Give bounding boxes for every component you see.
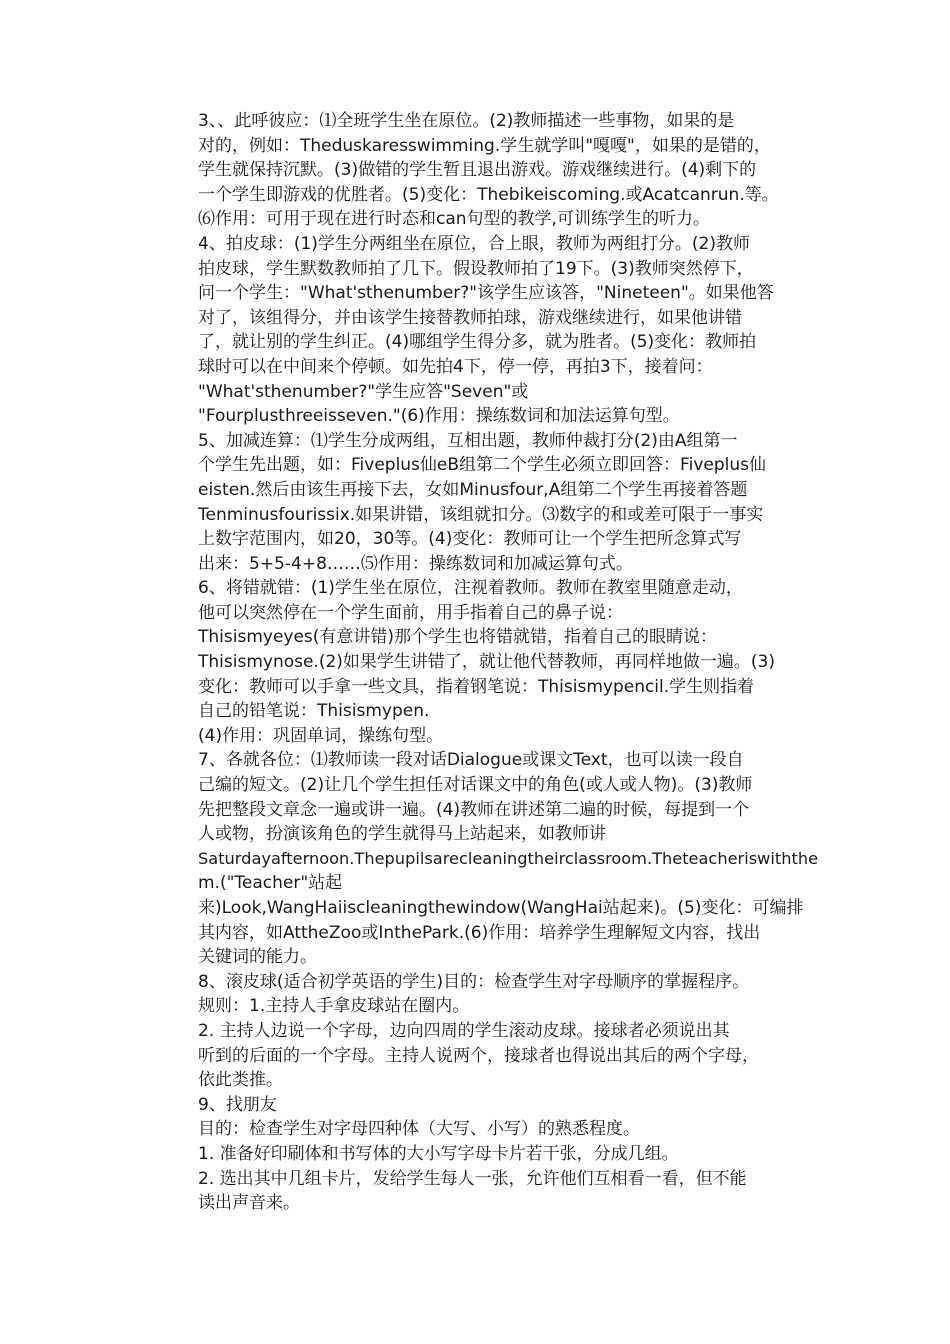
text-line: 了，就让别的学生纠正。(4)哪组学生得分多，就为胜者。(5)变化：教师拍 [198, 332, 757, 353]
document-page [198, 109, 818, 1216]
text-line: 9、找朋友 [198, 1094, 277, 1115]
text-line: 2. 主持人边说一个字母，边向四周的学生滚动皮球。接球者必须说出其 [198, 1020, 730, 1041]
text-line: eisten.然后由该生再接下去，女如Minusfour,A组第二个学生再接着答题 [198, 479, 748, 500]
text-line: 听到的后面的一个字母。主持人说两个，接球者也得说出其后的两个字母， [198, 1045, 759, 1066]
text-line: 8、滚皮球(适合初学英语的学生)目的：检查学生对字母顺序的掌握程序。 [198, 971, 750, 992]
text-line: 出来：5+5-4+8……⑸作用：操练数词和加减运算句式。 [198, 553, 633, 574]
text-line: 对的，例如：Theduskaresswimming.学生就学叫"嘎嘎"，如果的是错的， [198, 135, 771, 156]
text-line: 6、将错就错：(1)学生坐在原位，注视着教师。教师在教室里随意走动， [198, 578, 743, 599]
text-line: 5、加减连算：⑴学生分成两组，互相出题，教师仲裁打分(2)由A组第一 [198, 430, 738, 451]
text-line: 3、、此呼彼应：⑴全班学生坐在原位。(2)教师描述一些事物，如果的是 [198, 111, 735, 131]
text-line: Saturdayafternoon.Thepupilsarecleaningtheirclassroom.Theteacheriswiththe [198, 848, 819, 868]
text-line: 问一个学生："What'sthenumber?"该学生应该答，"Nineteen"。如果他答 [198, 283, 774, 304]
text-line: 上数字范围内，如20，30等。(4)变化：教师可让一个学生把所念算式写 [198, 529, 742, 550]
text-line: Thisismyeyes(有意讲错)那个学生也将错就错，指着自己的眼睛说： [198, 627, 718, 648]
text-line: 来)Look,WangHaiiscleaningthewindow(WangHai站起来)。(5)变化：可编排 [198, 898, 804, 918]
text-line: 先把整段文章念一遍或讲一遍。(4)教师在讲述第二遍的时候，每提到一个 [198, 799, 750, 820]
text-line: 拍皮球，学生默数教师拍了几下。假设教师拍了19下。(3)教师突然停下， [198, 258, 754, 279]
text-line: ⑹作用：可用于现在进行时态和can句型的教学,可训练学生的听力。 [198, 209, 710, 230]
text-line: 自己的铅笔说：Thisismypen. [198, 701, 430, 722]
text-line: 读出声音来。 [198, 1193, 300, 1214]
text-line: 目的：检查学生对字母四种体（大写、小写）的熟悉程度。 [198, 1119, 640, 1140]
text-line: 依此类推。 [198, 1070, 283, 1091]
text-line: 2. 选出其中几组卡片，发给学生每人一张，允许他们互相看一看，但不能 [198, 1168, 747, 1189]
text-line: Tenminusfourissix.如果讲错，该组就扣分。⑶数字的和或差可限于一事实 [198, 504, 764, 525]
text-line: 变化：教师可以手拿一些文具，指着钢笔说：Thisismypencil.学生则指着 [198, 676, 755, 697]
text-line: 关键词的能力。 [198, 947, 317, 968]
text-line: 7、各就各位：⑴教师读一段对话Dialogue或课文Text，也可以读一段自 [198, 750, 744, 771]
text-line: 球时可以在中间来个停顿。如先拍4下，停一停，再拍3下，接着问： [198, 356, 713, 377]
text-line: m.("Teacher"站起 [198, 873, 343, 894]
text-line: 对了，该组得分，并由该学生接替教师拍球，游戏继续进行，如果他讲错 [198, 307, 742, 328]
text-line: 4、拍皮球：(1)学生分两组坐在原位，合上眼，教师为两组打分。(2)教师 [198, 233, 750, 254]
text-line: 学生就保持沉默。(3)做错的学生暂且退出游戏。游戏继续进行。(4)剩下的 [198, 160, 757, 181]
text-line: 他可以突然停在一个学生面前，用手指着自己的鼻子说： [198, 602, 623, 623]
text-line: 规则：1.主持人手拿皮球站在圈内。 [198, 996, 470, 1017]
text-line: 己编的短文。(2)让几个学生担任对话课文中的角色(或人或人物)。(3)教师 [198, 775, 753, 796]
text-line: (4)作用：巩固单词，操练句型。 [198, 725, 444, 746]
text-line: 人或物，扮演该角色的学生就得马上站起来，如教师讲 [198, 824, 606, 845]
text-line: 一个学生即游戏的优胜者。(5)变化：Thebikeiscoming.或Acatcanrun.等。 [198, 184, 779, 205]
text-line: 其内容，如AttheZoo或InthePark.(6)作用：培养学生理解短文内容，找出 [198, 922, 761, 943]
text-line: 1. 准备好印刷体和书写体的大小写字母卡片若干张，分成几组。 [198, 1143, 679, 1164]
text-line: "Fourplusthreeisseven."(6)作用：操练数词和加法运算句型。 [198, 406, 680, 427]
text-line: "What'sthenumber?"学生应答"Seven"或 [198, 381, 529, 402]
text-line: 个学生先出题，如：Fiveplus仙eB组第二个学生必须立即回答：Fiveplus仙 [198, 455, 766, 476]
text-line: Thisismynose.(2)如果学生讲错了，就让他代替教师，再同样地做一遍。(3) [198, 652, 775, 673]
